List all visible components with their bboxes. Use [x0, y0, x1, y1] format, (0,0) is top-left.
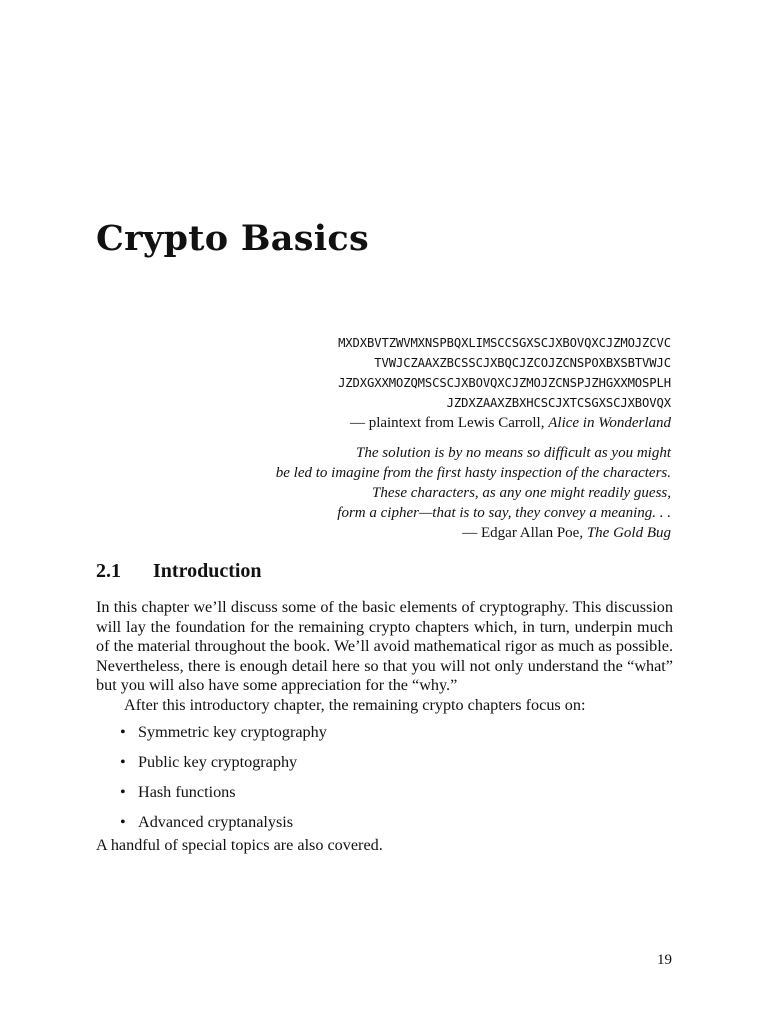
list-item	[120, 782, 673, 802]
chapter-title: Crypto Basics	[96, 218, 369, 259]
ciphertext-line: TVWJCZAAXZBCSSCJXBQCJZCOJZCNSPOXBXSBTVWJC	[374, 356, 671, 370]
list-item	[120, 812, 673, 832]
attribution-prefix: — plaintext from Lewis Carroll,	[349, 415, 549, 431]
list-item	[120, 722, 673, 742]
bullet-icon: •	[120, 753, 126, 771]
attribution-work-title: Alice in Wonderland	[548, 415, 671, 431]
section-title: Introduction	[153, 560, 262, 582]
poe-epigraph	[71, 443, 671, 543]
carroll-attribution	[111, 413, 671, 433]
section-heading	[96, 560, 262, 583]
bullet-icon: •	[120, 813, 126, 831]
list-item-label: Symmetric key cryptography	[138, 723, 327, 741]
body-text	[96, 598, 673, 856]
ciphertext-line: JZDXGXXMOZQMSCSCJXBOVQXCJZMOJZCNSPJZHGXXMOSPLH	[338, 376, 671, 390]
bullet-icon: •	[120, 723, 126, 741]
list-item-label: Advanced cryptanalysis	[138, 813, 294, 831]
quote-line: These characters, as any one might readily guess,	[372, 485, 671, 501]
bullet-icon: •	[120, 783, 126, 801]
poe-attribution	[71, 523, 671, 543]
lead-in-paragraph: After this introductory chapter, the remaining crypto chapters focus on:	[124, 695, 586, 714]
attribution-work-title: The Gold Bug	[586, 525, 671, 541]
topics-list	[96, 722, 673, 832]
quote-line: The solution is by no means so difficult as you might	[356, 445, 671, 461]
ciphertext-epigraph	[111, 333, 671, 433]
quote-line: form a cipher—that is to say, they convey a meaning. . .	[337, 505, 671, 521]
attribution-prefix: — Edgar Allan Poe,	[462, 525, 587, 541]
list-item	[120, 752, 673, 772]
list-item-label: Public key cryptography	[138, 753, 298, 771]
ciphertext-line: MXDXBVTZWVMXNSPBQXLIMSCCSGXSCJXBOVQXCJZMOJZCVC	[338, 336, 671, 350]
list-item-label: Hash functions	[138, 783, 236, 801]
section-number: 2.1	[96, 560, 121, 582]
closing-paragraph: A handful of special topics are also covered.	[96, 836, 383, 854]
quote-line: be led to imagine from the first hasty inspection of the characters.	[275, 465, 671, 481]
ciphertext-line: JZDXZAAXZBXHCSCJXTCSGXSCJXBOVQX	[446, 396, 671, 410]
intro-paragraph: In this chapter we’ll discuss some of the basic elements of cryptography. This discussion will lay the foundation for the remaining crypto chapters which, in turn, underpin much of the material throughout the book. We’ll avoid mathematical rigor as much as possible. Nevertheless, there is enough detail here so that you will not only understand the “what” but you will also have some appreciation for the “why.”	[96, 598, 673, 694]
page-number: 19	[657, 952, 672, 968]
